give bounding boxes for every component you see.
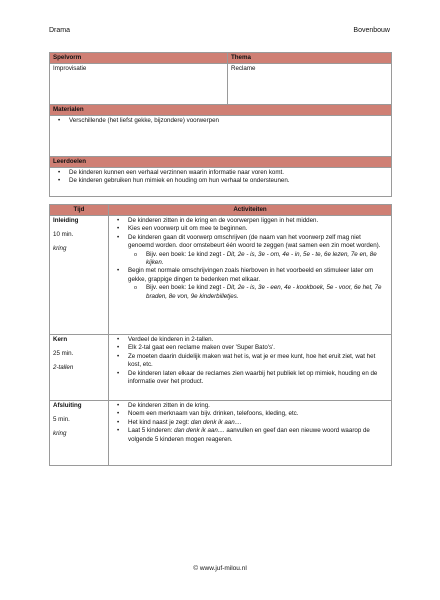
- activity-item: • De kinderen zitten in de kring en de voorwerpen liggen in het midden.: [112, 217, 388, 225]
- example-prefix: Bijv. een boek: 1e kind zegt -: [146, 284, 227, 292]
- activity-prefix: Het kind naast je zegt:: [128, 418, 191, 426]
- phase-row-inleiding: [50, 216, 392, 335]
- phase-title: Afsluiting: [53, 402, 82, 409]
- example-item: [112, 251, 388, 268]
- activities-afsluiting: [109, 401, 392, 466]
- activity-item: • Elk 2-tal gaat een reclame maken over 'Super Bato's'.: [112, 344, 388, 352]
- activity-item: • Begin met normale omschrijvingen zoals hierboven in het voorbeeld en stimuleer later om gekke, grappige dingen te bedenken met elkaar.: [112, 267, 388, 284]
- thema-header: Thema: [228, 53, 392, 64]
- phase-title: Inleiding: [53, 217, 79, 224]
- phase-kern: [50, 335, 109, 401]
- schedule-table: [49, 204, 392, 466]
- materialen-item: • Verschillende (het liefst gekke, bijzondere) voorwerpen: [53, 117, 388, 125]
- activity-quote: dan denk ik aan....: [190, 418, 242, 426]
- phase-title: Kern: [53, 336, 68, 343]
- leerdoel-item: • De kinderen kunnen een verhaal verzinnen waarin informatie naar voren komt.: [53, 169, 388, 177]
- activity-item: • Ze moeten daarin duidelijk maken wat het is, wat je er mee kunt, hoe het eruit ziet, wat het kost, etc.: [112, 353, 388, 370]
- thema-value: Reclame: [228, 64, 392, 105]
- activity-item: • Noem een merknaam van bijv. drinken, telefoons, kleding, etc.: [112, 410, 388, 418]
- leerdoelen-cell: [50, 168, 392, 197]
- phase-row-afsluiting: [50, 401, 392, 466]
- activity-prefix: Laat 5 kinderen:: [128, 427, 175, 435]
- materialen-cell: [50, 116, 392, 157]
- phase-form: kring: [53, 245, 67, 252]
- activity-item: [112, 419, 388, 427]
- subject-label: Drama: [49, 27, 71, 34]
- phase-form: 2-tallen: [53, 364, 74, 371]
- activity-quote: dan denk ik aan....: [174, 427, 225, 435]
- info-table: [49, 52, 392, 197]
- phase-form: kring: [53, 430, 67, 437]
- example-text: Dit, 2e - is, 3e - om, 4e - in, 5e - te, 6e lezen, 7e en, 8e kijken.: [146, 250, 377, 267]
- phase-duration: 10 min.: [53, 231, 74, 238]
- phase-row-kern: [50, 335, 392, 401]
- example-prefix: Bijv. een boek: 1e kind zegt -: [146, 250, 227, 258]
- activity-item: • De kinderen zitten in de kring.: [112, 402, 388, 410]
- spelvorm-value: Improvisatie: [50, 64, 228, 105]
- phase-afsluiting: [50, 401, 109, 466]
- activities-kern: [109, 335, 392, 401]
- activity-item: [112, 427, 388, 444]
- activiteiten-header: Activiteiten: [109, 205, 392, 216]
- footer-copyright: © www.juf-milou.nl: [193, 565, 247, 572]
- tijd-header: Tijd: [50, 205, 109, 216]
- leerdoelen-header: Leerdoelen: [50, 157, 392, 168]
- materialen-header: Materialen: [50, 105, 392, 116]
- example-item: [112, 284, 388, 301]
- activity-item: • Kies een voorwerp uit om mee te beginnen.: [112, 225, 388, 233]
- group-label: Bovenbouw: [353, 27, 390, 34]
- activities-inleiding: [109, 216, 392, 335]
- phase-inleiding: [50, 216, 109, 335]
- example-text: Dit, 2e - is, 3e - een, 4e - kookboek, 5e - voor, 6e het, 7e braden, 8e von, 9e kinderbilletjes.: [146, 284, 382, 300]
- spelvorm-header: Spelvorm: [50, 53, 228, 64]
- phase-duration: 25 min.: [53, 350, 74, 357]
- activity-item: • De kinderen gaan dit voorwerp omschrijven (de naam van het voorwerp zelf mag niet genoemd worden. door omstebeurt één woord te zeggen (wat samen een zin moet worden).: [112, 234, 388, 251]
- leerdoel-item: • De kinderen gebruiken hun mimiek en houding om hun verhaal te ondersteunen.: [53, 177, 388, 185]
- activity-suffix: aanvullen en geef dan een nieuwe woord waarop de volgende 5 kinderen mogen reageren.: [128, 427, 370, 443]
- activity-item: • Verdeel de kinderen in 2-tallen.: [112, 336, 388, 344]
- phase-duration: 5 min.: [53, 416, 70, 423]
- activity-item: • De kinderen laten elkaar de reclames zien waarbij het publiek let op mimiek, houding en de informatie over het product.: [112, 370, 388, 387]
